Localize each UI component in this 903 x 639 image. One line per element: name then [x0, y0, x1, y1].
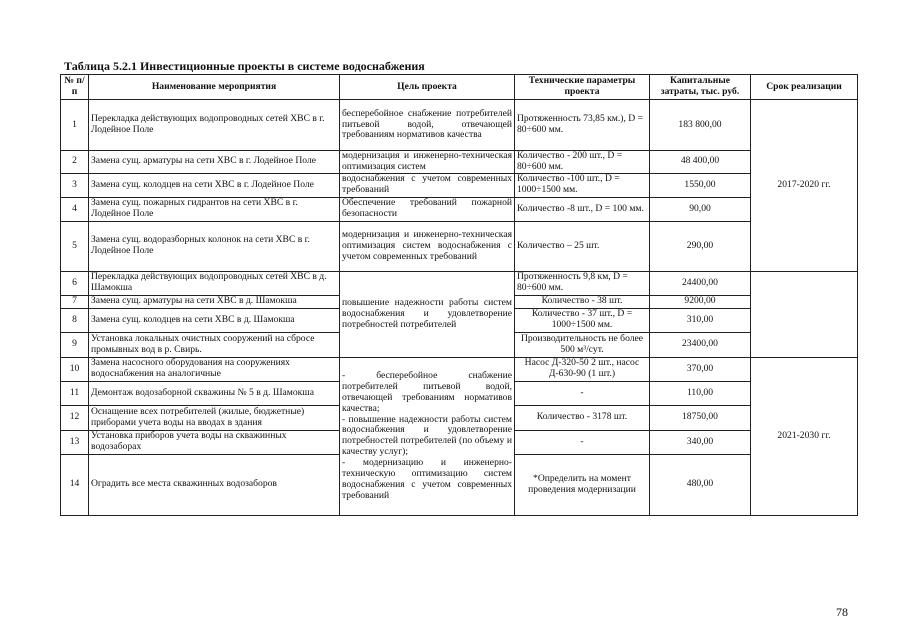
page-number: 78	[836, 605, 848, 619]
row-cost: 370,00	[650, 357, 751, 381]
row-params: Протяженность 73,85 км.), D = 80÷600 мм.	[515, 100, 650, 151]
row-name: Демонтаж водозаборной скважины № 5 в д. Шамокша	[89, 381, 340, 405]
table-caption: Таблица 5.2.1 Инвестиционные проекты в системе водоснабжения	[64, 59, 425, 73]
row-num: 1	[61, 100, 89, 151]
row-name: Оградить все места скважинных водозаборов	[89, 454, 340, 515]
row-num: 9	[61, 332, 89, 357]
row-goal-group	[340, 357, 515, 515]
row-name: Установка локальных очистных сооружений на сбросе промывных вод в р. Свирь.	[89, 332, 340, 357]
row-cost: 480,00	[650, 454, 751, 515]
row-params: Количество - 38 шт.	[515, 295, 650, 308]
row-name: Оснащение всех потребителей (жилые, бюджетные) приборами учета воды на вводах в здания	[89, 405, 340, 430]
row-params: -	[515, 381, 650, 405]
row-params: *Определить на момент проведения модернизации	[515, 454, 650, 515]
row-cost: 9200,00	[650, 295, 751, 308]
row-params: Количество -8 шт., D = 100 мм.	[515, 197, 650, 221]
table-row	[61, 221, 858, 271]
header-params: Технические параметры проекта	[515, 75, 650, 100]
term-2021-2030: 2021-2030 гг.	[751, 357, 858, 515]
row-params: Количество - 37 шт., D = 1000÷1500 мм.	[515, 308, 650, 332]
term-2017-2020: 2017-2020 гг.	[751, 100, 858, 272]
table-row	[61, 197, 858, 221]
table-row	[61, 271, 858, 295]
row-goal: Обеспечение требований пожарной безопасности	[340, 197, 515, 221]
row-name: Перекладка действующих водопроводных сетей ХВС в д. Шамокша	[89, 271, 340, 295]
row-num: 7	[61, 295, 89, 308]
table-row	[61, 100, 858, 151]
row-name: Замена сущ. арматуры на сети ХВС в г. Лодейное Поле	[89, 151, 340, 174]
row-cost: 340,00	[650, 430, 751, 454]
row-name: Замена сущ. колодцев на сети ХВС в г. Лодейное Поле	[89, 173, 340, 197]
row-goal: модернизация и инженерно-техническая оптимизация систем	[340, 151, 515, 174]
row-num: 3	[61, 173, 89, 197]
row-params: Количество -100 шт., D = 1000÷1500 мм.	[515, 173, 650, 197]
row-cost: 290,00	[650, 221, 751, 271]
row-cost: 310,00	[650, 308, 751, 332]
table-row	[61, 151, 858, 174]
row-name: Перекладка действующих водопроводных сетей ХВС в г. Лодейное Поле	[89, 100, 340, 151]
row-params: Насос Д-320-50 2 шт., насос Д-630-90 (1 шт.)	[515, 357, 650, 381]
header-term: Срок реализации	[751, 75, 858, 100]
table-row	[61, 173, 858, 197]
investment-projects-table	[60, 74, 858, 516]
row-cost: 1550,00	[650, 173, 751, 197]
row-params: Количество – 25 шт.	[515, 221, 650, 271]
row-num: 8	[61, 308, 89, 332]
row-name: Замена сущ. арматуры на сети ХВС в д. Шамокша	[89, 295, 340, 308]
row-num: 11	[61, 381, 89, 405]
row-num: 14	[61, 454, 89, 515]
row-params: Протяженность 9,8 км, D = 80÷600 мм.	[515, 271, 650, 295]
header-goal: Цель проекта	[340, 75, 515, 100]
row-goal: модернизация и инженерно-техническая оптимизация систем водоснабжения с учетом современных требований	[340, 221, 515, 271]
table-row	[61, 357, 858, 381]
row-cost: 48 400,00	[650, 151, 751, 174]
row-cost: 23400,00	[650, 332, 751, 357]
row-num: 12	[61, 405, 89, 430]
goal-item: - модернизацию и инженерно-техническую оптимизацию систем водоснабжения с учетом современных требований	[342, 457, 512, 501]
row-cost: 110,00	[650, 381, 751, 405]
row-num: 2	[61, 151, 89, 174]
row-cost: 24400,00	[650, 271, 751, 295]
row-num: 10	[61, 357, 89, 381]
row-name: Замена сущ. пожарных гидрантов на сети ХВС в г. Лодейное Поле	[89, 197, 340, 221]
row-num: 6	[61, 271, 89, 295]
row-num: 13	[61, 430, 89, 454]
header-name: Наименование мероприятия	[89, 75, 340, 100]
term-empty	[751, 271, 858, 357]
header-cost: Капитальные затраты, тыс. руб.	[650, 75, 751, 100]
goal-item: - повышение надежности работы систем водоснабжения и удовлетворение потребностей потребителей (по объему и качеству услуг);	[342, 413, 512, 458]
row-name: Замена сущ. водоразборных колонок на сети ХВС в г. Лодейное Поле	[89, 221, 340, 271]
row-cost: 18750,00	[650, 405, 751, 430]
goal-item: - бесперебойное снабжение потребителей питьевой водой, отвечающей требованиям нормативов качества;	[342, 369, 512, 414]
row-goal: бесперебойное снабжение потребителей питьевой водой, отвечающей требованиям нормативов качества	[340, 100, 515, 151]
row-goal: водоснабжения с учетом современных требований	[340, 173, 515, 197]
row-params: Количество - 3178 шт.	[515, 405, 650, 430]
row-goal-group: повышение надежности работы систем водоснабжения и удовлетворение потребностей потребителей	[340, 271, 515, 357]
row-params: -	[515, 430, 650, 454]
row-cost: 183 800,00	[650, 100, 751, 151]
row-name: Замена сущ. колодцев на сети ХВС в д. Шамокша	[89, 308, 340, 332]
row-name: Установка приборов учета воды на скважинных водозаборах	[89, 430, 340, 454]
row-num: 4	[61, 197, 89, 221]
header-num: № п/п	[61, 75, 89, 100]
row-params: Количество - 200 шт., D = 80÷600 мм.	[515, 151, 650, 174]
row-num: 5	[61, 221, 89, 271]
row-params: Производительность не более 500 м³/сут.	[515, 332, 650, 357]
row-cost: 90,00	[650, 197, 751, 221]
row-name: Замена насосного оборудования на сооружениях водоснабжения на аналогичные	[89, 357, 340, 381]
